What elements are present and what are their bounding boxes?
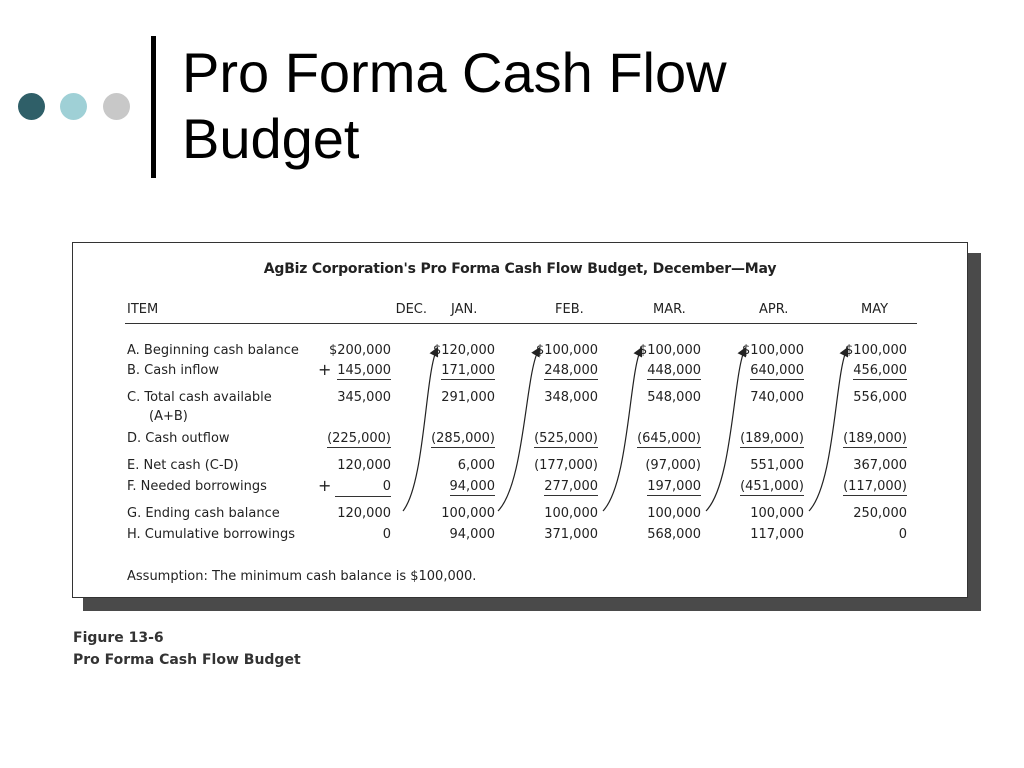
table-cell: $100,000 xyxy=(638,343,701,358)
cell-value: (645,000) xyxy=(637,431,701,446)
cell-value: 171,000 xyxy=(441,363,495,378)
table-cell: 100,000 xyxy=(647,506,701,521)
table-cell: $100,000 xyxy=(535,343,598,358)
cell-value: (189,000) xyxy=(740,431,804,446)
row-label: G. Ending cash balance xyxy=(127,506,280,521)
header-feb: FEB. xyxy=(555,302,584,317)
table-cell xyxy=(797,479,907,494)
row-label: D. Cash outflow xyxy=(127,431,230,446)
table-cell: 120,000 xyxy=(337,506,391,521)
plus-sign: + xyxy=(318,476,332,495)
table-cell xyxy=(488,479,598,494)
table-cell: 556,000 xyxy=(853,390,907,405)
table-cell: $120,000 xyxy=(432,343,495,358)
title-divider xyxy=(151,36,156,178)
slide-title xyxy=(182,40,982,172)
header-may: MAY xyxy=(861,302,889,317)
table-cell: $100,000 xyxy=(741,343,804,358)
table-cell: 345,000 xyxy=(337,390,391,405)
table-cell: 291,000 xyxy=(441,390,495,405)
table-cell xyxy=(694,363,804,378)
cell-value: 197,000 xyxy=(647,479,701,494)
row-label: H. Cumulative borrowings xyxy=(127,527,295,542)
cell-value: (189,000) xyxy=(843,431,907,446)
row-label: E. Net cash (C-D) xyxy=(127,458,239,473)
slide-title-line1: Pro Forma Cash Flow xyxy=(182,41,727,104)
table-cell: (177,000) xyxy=(534,458,598,473)
figure-number: Figure 13-6 xyxy=(73,630,164,646)
table-cell: 371,000 xyxy=(544,527,598,542)
header-item: ITEM xyxy=(127,302,159,317)
table-cell xyxy=(385,479,495,494)
table-cell: 100,000 xyxy=(750,506,804,521)
table-cell: 250,000 xyxy=(853,506,907,521)
header-rule xyxy=(125,323,917,324)
dot-light xyxy=(60,93,87,120)
carry-forward-arrows xyxy=(73,243,969,599)
table-cell: 367,000 xyxy=(853,458,907,473)
table-cell: $200,000 xyxy=(328,343,391,358)
table-cell xyxy=(694,431,804,446)
table-cell: 568,000 xyxy=(647,527,701,542)
table-cell: 6,000 xyxy=(457,458,495,473)
table-cell: 551,000 xyxy=(750,458,804,473)
row-label: B. Cash inflow xyxy=(127,363,219,378)
table-cell: 548,000 xyxy=(647,390,701,405)
table-cell: 0 xyxy=(898,527,907,542)
table-cell xyxy=(591,363,701,378)
header-dec: DEC. xyxy=(395,302,427,317)
cell-value: 145,000 xyxy=(337,363,391,378)
row-label-continued: (A+B) xyxy=(149,409,188,424)
plus-sign: + xyxy=(318,360,332,379)
cell-value: 248,000 xyxy=(544,363,598,378)
assumption-note: Assumption: The minimum cash balance is $100,000. xyxy=(127,569,477,584)
table-cell xyxy=(591,431,701,446)
cell-value: 456,000 xyxy=(853,363,907,378)
table-cell xyxy=(797,431,907,446)
row-label: A. Beginning cash balance xyxy=(127,343,299,358)
table-cell: (97,000) xyxy=(645,458,701,473)
figure-caption: Pro Forma Cash Flow Budget xyxy=(73,652,301,668)
cell-value: (117,000) xyxy=(843,479,907,494)
slide-title-line2: Budget xyxy=(182,107,360,170)
cash-flow-table xyxy=(72,242,968,598)
cell-value: (451,000) xyxy=(740,479,804,494)
table-cell: 117,000 xyxy=(750,527,804,542)
table-cell: $100,000 xyxy=(844,343,907,358)
header-jan: JAN. xyxy=(451,302,478,317)
header-apr: APR. xyxy=(759,302,789,317)
row-label: C. Total cash available xyxy=(127,390,272,405)
table-cell xyxy=(488,431,598,446)
table-cell xyxy=(385,431,495,446)
table-cell xyxy=(281,431,391,446)
blank-underline xyxy=(335,496,391,497)
table-cell: 120,000 xyxy=(337,458,391,473)
table-cell: 740,000 xyxy=(750,390,804,405)
dot-gray xyxy=(103,93,130,120)
cell-value: (525,000) xyxy=(534,431,598,446)
table-cell: 100,000 xyxy=(544,506,598,521)
table-cell xyxy=(694,479,804,494)
cell-value: 277,000 xyxy=(544,479,598,494)
cell-value: (285,000) xyxy=(431,431,495,446)
table-cell xyxy=(385,363,495,378)
cell-value: (225,000) xyxy=(327,431,391,446)
header-mar: MAR. xyxy=(653,302,686,317)
table-cell xyxy=(591,479,701,494)
table-cell: 100,000 xyxy=(441,506,495,521)
table-cell: 94,000 xyxy=(449,527,495,542)
dot-dark xyxy=(18,93,45,120)
table-cell: 348,000 xyxy=(544,390,598,405)
cell-value: 448,000 xyxy=(647,363,701,378)
table-cell xyxy=(281,363,391,378)
table-cell xyxy=(797,363,907,378)
table-cell xyxy=(488,363,598,378)
table-title: AgBiz Corporation's Pro Forma Cash Flow Budget, December—May xyxy=(263,261,777,277)
decorative-dots xyxy=(18,93,133,121)
row-label: F. Needed borrowings xyxy=(127,479,267,494)
table-cell: 0 xyxy=(382,479,391,494)
cell-value: 94,000 xyxy=(449,479,495,494)
cell-value: 640,000 xyxy=(750,363,804,378)
table-cell: 0 xyxy=(382,527,391,542)
